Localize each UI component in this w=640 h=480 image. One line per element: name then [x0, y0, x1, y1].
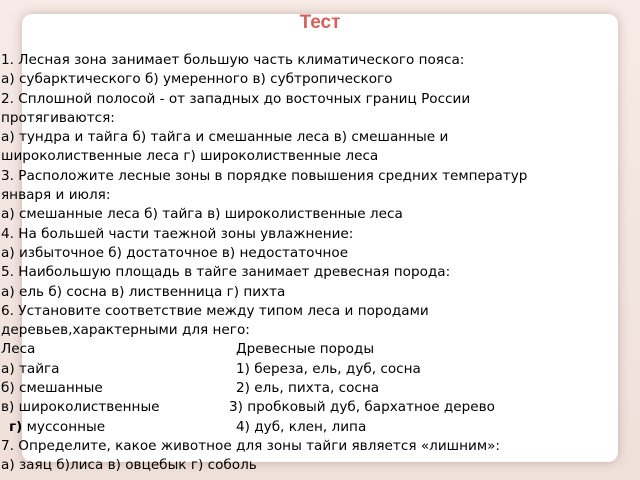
matching-row-left: б) смешанные — [1, 380, 103, 397]
matching-row-right: 3) пробковый дуб, бархатное дерево — [229, 399, 495, 416]
question-1: 1. Лесная зона занимает большую часть климатического пояса: — [1, 52, 465, 68]
matching-row-left — [9, 418, 105, 437]
question-4: 4. На большей части таежной зоны увлажнение: — [1, 225, 354, 242]
matching-row-left: в) широколиственные — [1, 399, 160, 416]
question-5: 5. Наибольшую площадь в тайге занимает древесная порода: — [1, 264, 451, 281]
matching-row-right: 2) ель, пихта, сосна — [236, 380, 380, 397]
question-3-line-2: января и июля: — [1, 187, 111, 204]
question-1-answers: а) субарктического б) умеренного в) субтропического — [1, 71, 393, 88]
matching-header-left: Леса — [1, 341, 36, 358]
question-6-line-1: 6. Установите соответствие между типом леса и породами — [1, 302, 429, 319]
matching-row — [1, 360, 637, 379]
question-3-line-1: 3. Расположите лесные зоны в порядке повышения средних температур — [1, 167, 528, 184]
page-title: Тест — [299, 12, 341, 33]
question-7: 7. Определите, какое животное для зоны тайги является «лишним»: — [1, 437, 500, 454]
question-2-line-1: 2. Сплошной полосой - от западных до восточных границ России — [1, 90, 471, 107]
matching-row — [1, 379, 637, 398]
matching-row-letter: г) — [9, 418, 23, 435]
question-2-answers-line-2: широколиственные леса г) широколиственные леса — [1, 148, 379, 165]
question-7-answers: а) заяц б)лиса в) овцебык г) соболь — [1, 457, 257, 474]
question-6-line-2: деревьев,характерными для него: — [1, 322, 250, 339]
matching-row — [1, 398, 637, 417]
matching-row-left-text: муссонные — [22, 418, 106, 435]
matching-row-right: 4) дуб, клен, липа — [236, 418, 367, 435]
matching-row — [1, 418, 637, 437]
matching-row-left: а) тайга — [1, 360, 60, 377]
matching-header-right: Древесные породы — [236, 341, 375, 358]
question-2-line-2: протягиваются: — [1, 109, 115, 126]
test-content — [1, 51, 637, 476]
question-2-answers-line-1: а) тундра и тайга б) тайга и смешанные леса в) смешанные и — [1, 129, 449, 146]
matching-row-right: 1) береза, ель, дуб, сосна — [236, 360, 421, 377]
question-4-answers: а) избыточное б) достаточное в) недостаточное — [1, 244, 349, 261]
question-5-answers: а) ель б) сосна в) лиственница г) пихта — [1, 283, 286, 300]
matching-header — [1, 340, 637, 359]
question-3-answers: а) смешанные леса б) тайга в) широколиственные леса — [1, 206, 403, 223]
